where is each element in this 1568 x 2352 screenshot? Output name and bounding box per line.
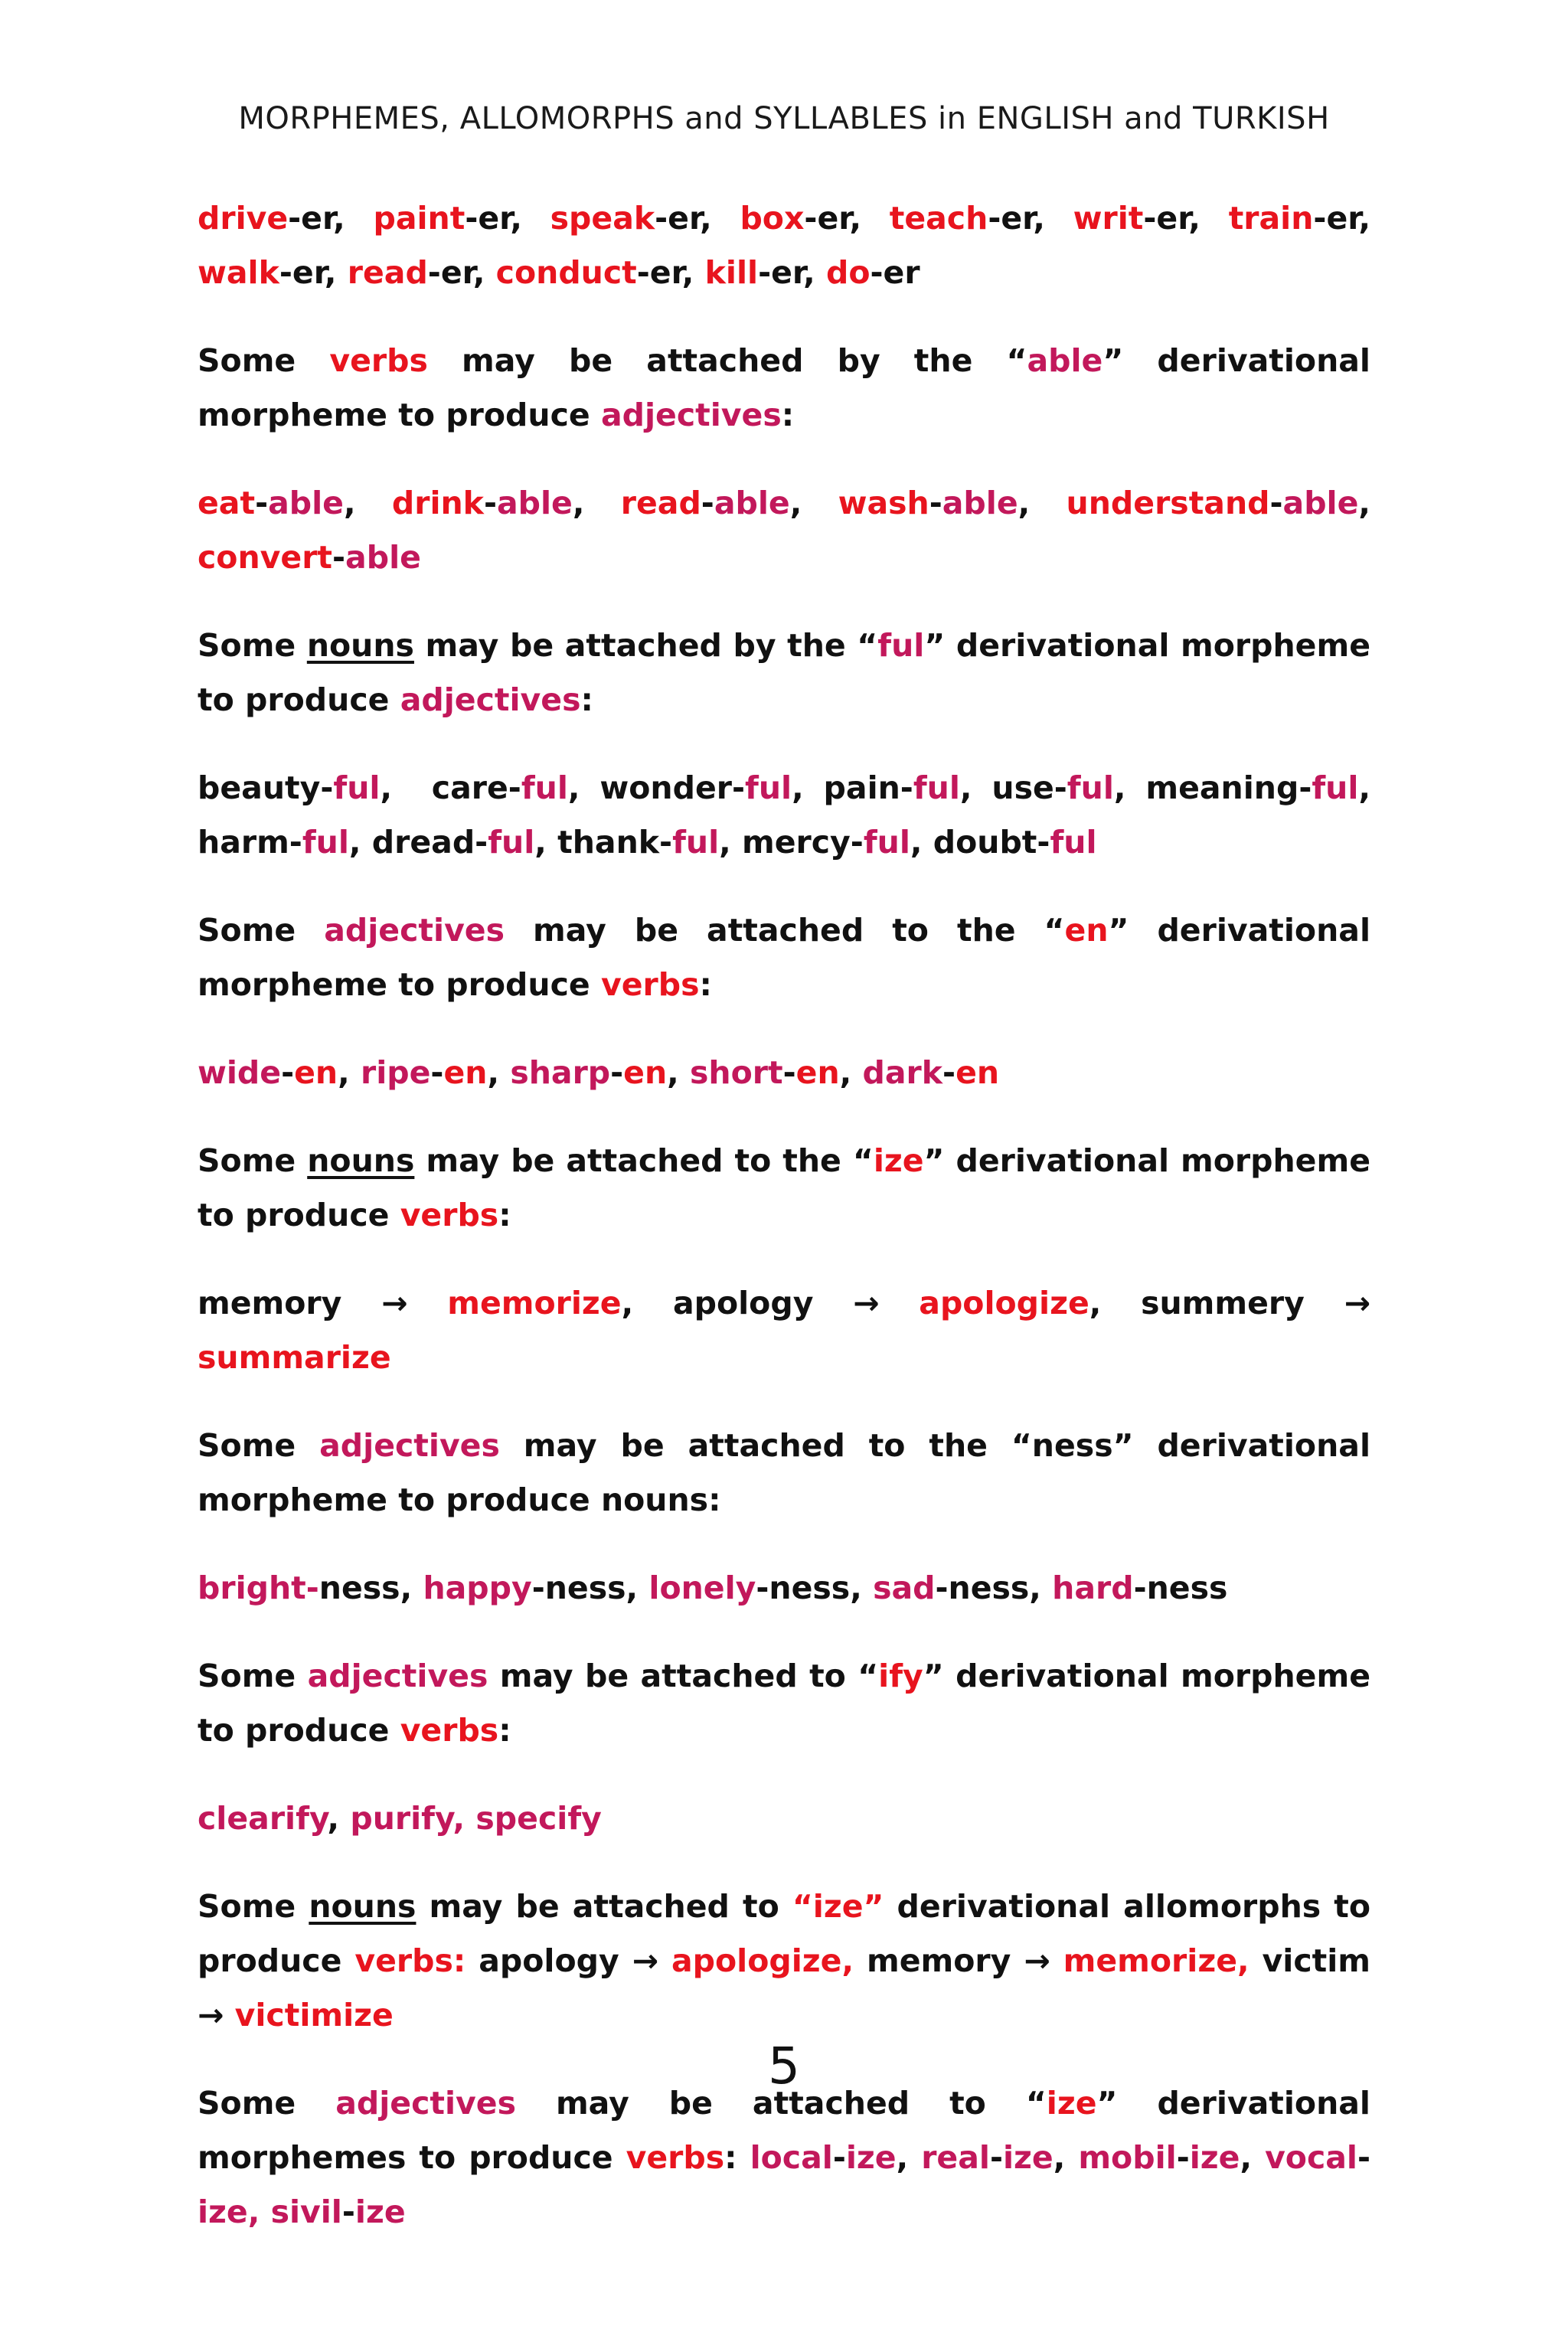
text-segment: -ness,	[531, 1570, 649, 1606]
text-segment: , summery →	[1089, 1285, 1382, 1321]
text-segment: may be attached by the “	[413, 627, 878, 664]
text-segment: -er,	[288, 200, 374, 237]
text-segment: -ness,	[756, 1570, 874, 1606]
text-segment: nouns	[306, 627, 414, 664]
text-segment: Some	[198, 912, 325, 949]
text-segment: , dread-	[348, 824, 488, 861]
text-segment: -ness	[1133, 1570, 1228, 1606]
text-segment: :	[781, 397, 795, 433]
text-segment: :	[498, 1197, 511, 1233]
text-segment: ” derivational morpheme to produce	[198, 912, 1382, 1003]
text-segment: verbs	[626, 2139, 725, 2176]
text-segment: adjectives	[335, 2085, 516, 2122]
text-segment: drink	[391, 485, 484, 521]
text-segment: short	[690, 1054, 783, 1091]
text-segment: en	[1064, 912, 1109, 949]
text-segment: verbs	[329, 342, 428, 379]
text-segment: ,	[839, 1054, 863, 1091]
text-segment: ify	[878, 1658, 923, 1694]
text-segment: verbs	[600, 966, 700, 1003]
text-segment: able	[496, 485, 573, 521]
text-segment: local	[750, 2139, 833, 2176]
text-segment: , harm-	[198, 769, 1382, 861]
text-segment: ,	[1018, 485, 1067, 521]
text-segment: ize	[1046, 2085, 1097, 2122]
text-segment: -er	[870, 254, 920, 291]
text-segment: ful	[1050, 824, 1097, 861]
page-content	[198, 191, 1382, 2273]
text-segment: , meaning-	[1113, 769, 1312, 806]
text-segment: en	[956, 1054, 1000, 1091]
text-segment: ful	[877, 627, 925, 664]
text-segment: purify, specify	[350, 1800, 602, 1837]
text-segment: ize, sivil	[198, 2194, 342, 2230]
text-segment: ,	[789, 485, 838, 521]
text-segment: ful	[488, 824, 535, 861]
text-segment: wide	[198, 1054, 282, 1091]
text-segment: ize	[354, 2194, 406, 2230]
paragraph-en-examples	[198, 1046, 1370, 1100]
text-segment: memorize,	[1063, 1942, 1250, 1979]
text-segment: -	[332, 539, 346, 576]
text-segment: vocal	[1265, 2139, 1357, 2176]
paragraph-ize-examples	[198, 1276, 1382, 1385]
text-segment: apologize,	[671, 1942, 854, 1979]
text-segment: ,	[896, 2139, 922, 2176]
text-segment: , pain-	[792, 769, 913, 806]
text-segment: dark	[862, 1054, 943, 1091]
text-segment: -	[832, 2139, 846, 2176]
text-segment: “ize”	[792, 1888, 884, 1925]
text-segment: Some	[198, 1658, 308, 1694]
text-segment: , wonder-	[567, 769, 745, 806]
text-segment: -er,	[636, 254, 705, 291]
text-segment: summarize	[198, 1339, 391, 1376]
text-segment: -er,	[465, 200, 550, 237]
text-segment: ize	[845, 2139, 897, 2176]
text-segment: may be attached by the “	[427, 342, 1027, 379]
paragraph-able-rule	[198, 334, 1382, 443]
text-segment: box	[740, 200, 805, 237]
text-segment: may be attached to “	[515, 2085, 1047, 2122]
paragraph-ize-rule	[198, 1134, 1382, 1243]
text-segment: hard	[1052, 1570, 1134, 1606]
text-segment: derivational allomorphs to produce	[198, 1888, 1382, 1979]
text-segment: verbs:	[354, 1942, 466, 1979]
text-segment: able	[1282, 485, 1359, 521]
text-segment: -	[989, 2139, 1003, 2176]
text-segment: ,	[1240, 2139, 1266, 2176]
text-segment: may be attached to the “	[414, 1142, 874, 1179]
text-segment: able	[714, 485, 790, 521]
text-segment: beauty-	[198, 769, 334, 806]
text-segment: :	[498, 1712, 511, 1749]
paragraph-ify-examples	[198, 1792, 1370, 1846]
text-segment: -	[1357, 2139, 1371, 2176]
text-segment: ize	[873, 1142, 924, 1179]
text-segment: wash	[838, 485, 929, 521]
text-segment: ” derivational morpheme to produce	[198, 1658, 1382, 1749]
text-segment: victim →	[198, 1942, 1382, 2034]
text-segment: ful	[913, 769, 960, 806]
text-segment: ize	[1189, 2139, 1240, 2176]
running-header: MORPHEMES, ALLOMORPHS and SYLLABLES in ENGLISH and TURKISH	[238, 101, 1330, 136]
text-segment: ness,	[318, 1570, 423, 1606]
text-segment: adjectives	[600, 397, 782, 433]
text-segment: adjectives	[319, 1427, 500, 1464]
text-segment: Some	[198, 1888, 309, 1925]
text-segment: ” derivational morpheme to produce	[198, 627, 1382, 718]
text-segment: able	[1027, 342, 1103, 379]
text-segment: may be attached to the “	[505, 912, 1065, 949]
text-segment: -	[701, 485, 714, 521]
text-segment: en	[443, 1054, 488, 1091]
text-segment: , care-	[380, 769, 521, 806]
text-segment: , doubt-	[910, 824, 1050, 861]
text-segment: conduct	[495, 254, 637, 291]
text-segment: -ness,	[935, 1570, 1053, 1606]
text-segment: kill	[704, 254, 759, 291]
text-segment: -	[782, 1054, 796, 1091]
text-segment: ,	[327, 1800, 351, 1837]
paragraph-ify-rule	[198, 1649, 1382, 1758]
text-segment: Some	[198, 342, 330, 379]
paragraph-en-rule	[198, 903, 1382, 1012]
text-segment: ful	[745, 769, 792, 806]
text-segment: :	[724, 2139, 750, 2176]
text-segment: ” derivational morphemes to produce	[198, 2085, 1382, 2176]
text-segment: writ	[1073, 200, 1144, 237]
text-segment: -er,	[988, 200, 1073, 237]
paragraph-ness-rule	[198, 1419, 1382, 1527]
text-segment: -	[610, 1054, 624, 1091]
text-segment: read	[347, 254, 428, 291]
text-segment: , use-	[959, 769, 1067, 806]
text-segment: adjectives	[307, 1658, 488, 1694]
text-segment: en	[623, 1054, 668, 1091]
paragraph-able-examples	[198, 476, 1382, 585]
text-segment: -	[1269, 485, 1283, 521]
text-segment: ful	[863, 824, 910, 861]
text-segment: nouns	[307, 1142, 415, 1179]
text-segment: ,	[1358, 485, 1382, 521]
text-segment: ize	[1002, 2139, 1054, 2176]
text-segment: ful	[672, 824, 720, 861]
text-segment: -	[483, 485, 497, 521]
text-segment: apology →	[466, 1942, 671, 1979]
text-segment: ful	[1067, 769, 1114, 806]
text-segment: able	[345, 539, 421, 576]
paragraph-ful-rule	[198, 619, 1382, 727]
text-segment: happy	[423, 1570, 532, 1606]
text-segment: ,	[667, 1054, 691, 1091]
text-segment: en	[294, 1054, 338, 1091]
text-segment: ,	[487, 1054, 511, 1091]
text-segment: , thank-	[534, 824, 673, 861]
text-segment: able	[268, 485, 344, 521]
text-segment: ful	[333, 769, 381, 806]
text-segment: apologize	[919, 1285, 1089, 1321]
text-segment: -	[430, 1054, 444, 1091]
text-segment: -er,	[1143, 200, 1229, 237]
text-segment: -	[255, 485, 269, 521]
text-segment: en	[795, 1054, 840, 1091]
text-segment: Some	[198, 1142, 308, 1179]
text-segment: convert	[198, 539, 333, 576]
text-segment: ” derivational morpheme to produce	[198, 1142, 1382, 1233]
text-segment: speak	[550, 200, 655, 237]
text-segment: verbs	[400, 1712, 499, 1749]
text-segment: drive	[198, 200, 289, 237]
text-segment: adjectives	[324, 912, 505, 949]
text-segment: sharp	[510, 1054, 611, 1091]
text-segment: ,	[572, 485, 621, 521]
text-segment: mobil	[1078, 2139, 1177, 2176]
text-segment: read	[620, 485, 701, 521]
text-segment: ” derivational morpheme to produce	[198, 342, 1382, 433]
text-segment: ful	[302, 824, 349, 861]
text-segment: train	[1228, 200, 1314, 237]
text-segment: may be attached to “	[488, 1658, 879, 1694]
page-number: 5	[768, 2037, 800, 2096]
text-segment: -	[1176, 2139, 1190, 2176]
text-segment: victimize	[234, 1997, 394, 2034]
paragraph-er-examples	[198, 191, 1382, 300]
text-segment: walk	[198, 254, 279, 291]
text-segment: , apology →	[621, 1285, 920, 1321]
text-segment: ful	[521, 769, 568, 806]
text-segment: memorize	[447, 1285, 622, 1321]
text-segment: :	[580, 681, 593, 718]
text-segment: lonely	[648, 1570, 756, 1606]
text-segment: eat	[198, 485, 256, 521]
text-segment: nouns	[309, 1888, 416, 1925]
text-segment: ful	[1312, 769, 1359, 806]
text-segment: -er,	[1313, 200, 1382, 237]
text-segment: Some	[198, 2085, 336, 2122]
text-segment: memory →	[198, 1285, 448, 1321]
paragraph-ness-examples	[198, 1561, 1370, 1615]
text-segment: teach	[889, 200, 988, 237]
text-segment: -	[929, 485, 942, 521]
text-segment: verbs	[400, 1197, 499, 1233]
text-segment: -	[942, 1054, 956, 1091]
text-segment: -er,	[427, 254, 496, 291]
text-segment: ,	[1053, 2139, 1079, 2176]
text-segment: may be attached to	[416, 1888, 792, 1925]
text-segment: -er,	[655, 200, 740, 237]
text-segment: memory →	[854, 1942, 1063, 1979]
text-segment: adjectives	[400, 681, 581, 718]
text-segment: sad	[873, 1570, 936, 1606]
text-segment: Some	[198, 627, 307, 664]
text-segment: may be attached to the “ness” derivational morpheme to produce nouns:	[198, 1427, 1382, 1518]
text-segment: -	[341, 2194, 355, 2230]
text-segment: ripe	[360, 1054, 431, 1091]
text-segment: bright-	[198, 1570, 319, 1606]
text-segment: -er,	[279, 254, 348, 291]
paragraph-ize-allomorph-rule	[198, 1880, 1382, 2043]
text-segment: paint	[373, 200, 466, 237]
text-segment: do	[825, 254, 871, 291]
text-segment: -	[281, 1054, 295, 1091]
paragraph-ful-examples	[198, 761, 1382, 870]
text-segment: -er,	[804, 200, 890, 237]
text-segment: understand	[1066, 485, 1270, 521]
text-segment: ,	[344, 485, 392, 521]
text-segment: ,	[338, 1054, 361, 1091]
text-segment: Some	[198, 1427, 320, 1464]
text-segment: , mercy-	[719, 824, 864, 861]
text-segment: clearify	[198, 1800, 328, 1837]
text-segment: :	[699, 966, 712, 1003]
paragraph-ize-adjective-rule	[198, 2076, 1382, 2239]
text-segment: real	[921, 2139, 990, 2176]
text-segment: -er,	[758, 254, 826, 291]
text-segment: able	[942, 485, 1018, 521]
